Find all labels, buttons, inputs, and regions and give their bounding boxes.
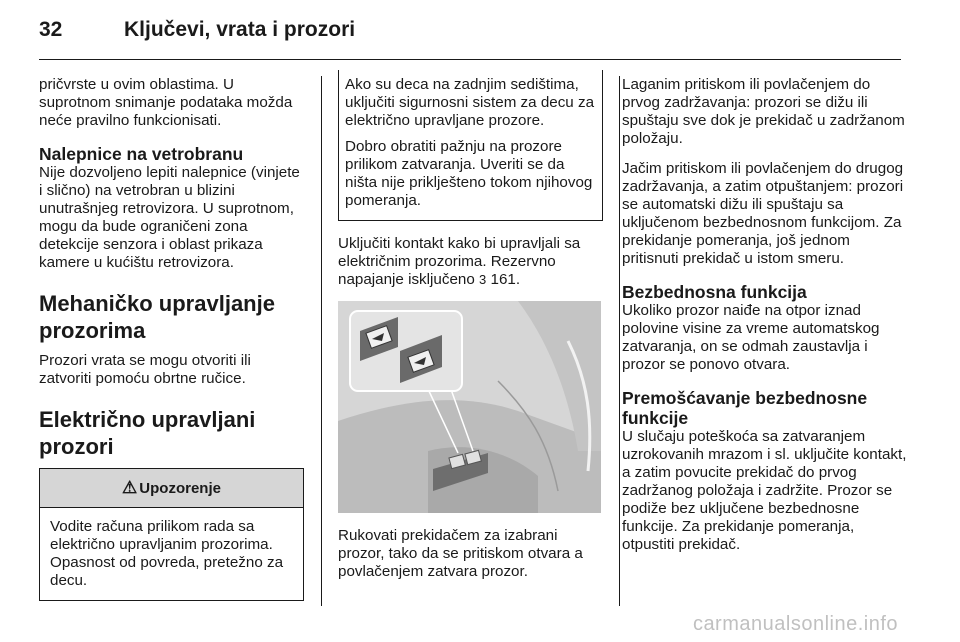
warning-body: [40, 508, 303, 600]
paragraph-continuation: pričvrste u ovim oblastima. U suprotnom snimanje podataka možda neće pravilno funkcionisati.: [39, 76, 293, 129]
warning-triangle-icon: ⚠: [122, 478, 138, 497]
paragraph-first-detent: Laganim pritiskom ili povlačenjem do prvog zadržavanja: prozori se dižu ili spuštaju sve dok je prekidač u zadržanom položaju.: [622, 76, 905, 147]
column-middle: [338, 76, 603, 593]
column-divider-1: [321, 76, 322, 606]
heading-manual-windows: Mehaničko upravljanje prozorima: [39, 291, 275, 343]
heading-override-safety: Premošćavanje bezbednosne funkcije: [622, 388, 868, 428]
warning-continuation-box: [338, 70, 603, 221]
note-closing: Dobro obratiti pažnju na prozore prilikom zatvaranja. Uveriti se da ništa nije priklješteno tokom njihovog pomeranja.: [345, 138, 593, 209]
chapter-title: Ključevi, vrata i prozori: [124, 18, 356, 41]
heading-safety-function: Bezbednosna funkcija: [622, 282, 807, 302]
heading-windscreen-stickers: Nalepnice na vetrobranu: [39, 144, 244, 164]
paragraph-manual-windows: Prozori vrata se mogu otvoriti ili zatvoriti pomoću obrtne ručice.: [39, 352, 251, 387]
paragraph-operate-switch: Rukovati prekidačem za izabrani prozor, tako da se pritiskom otvara a povlačenjem zatvara prozor.: [338, 527, 583, 580]
page-ref: 161.: [490, 271, 521, 288]
paragraph-override-safety: U slučaju poteškoća sa zatvaranjem uzrokovanih mrazom i sl. uključite kontakt, a zatim povucite prekidač do prvog zadržanog položaja i zadržite. Prozor se podiže bez uključene bezbednosne funkcije. Za prekidanje pomeranja, otpustiti prekidač.: [622, 428, 907, 553]
header-divider: [39, 59, 901, 60]
warning-box: [39, 468, 304, 601]
column-right: [622, 76, 907, 566]
watermark: carmanualsonline.info: [692, 613, 898, 635]
paragraph-ignition: Uključiti kontakt kako bi upravljali sa električnim prozorima. Rezervno napajanje isključeno 3 161.: [338, 235, 581, 288]
heading-electric-windows: Električno upravljani prozori: [39, 407, 256, 459]
warning-header: [40, 469, 303, 508]
column-left: [39, 76, 304, 601]
window-switch-figure: [338, 301, 601, 513]
page-header: [39, 14, 929, 54]
paragraph-windscreen: Nije dozvoljeno lepiti nalepnice (vinjete i slično) na vetrobran u blizini unutrašnjeg retrovizora. U suprotnom, mogu da bude ograničeni zona detekcije senzora i oblast prikaza kamere u kućištu retrovizora.: [39, 164, 300, 271]
window-switch-illustration: [338, 301, 601, 513]
column-divider-2: [619, 76, 620, 606]
page-number: 32: [39, 18, 63, 41]
paragraph-safety-function: Ukoliko prozor naiđe na otpor iznad polovine visine za vreme automatskog zatvaranja, on se odmah zaustavlja i prozor se ponovo otvara.: [622, 302, 880, 373]
warning-title: Upozorenje: [139, 479, 221, 497]
note-children: Ako su deca na zadnjim sedištima, uključiti sigurnosni sistem za decu za električno upravljane prozore.: [345, 76, 595, 129]
warning-text: Vodite računa prilikom rada sa električno upravljanim prozorima. Opasnost od povreda, pretežno za decu.: [50, 518, 284, 589]
page-ref-icon: 3: [479, 272, 487, 287]
paragraph-second-detent: Jačim pritiskom ili povlačenjem do drugog zadržavanja, a zatim otpuštanjem: prozori se automatski dižu ili spuštaju sa uključenom bezbednosnom funkcijom. Za prekidanje pomeranja, još jednom pritisnuti prekidač u istom smeru.: [622, 160, 904, 267]
